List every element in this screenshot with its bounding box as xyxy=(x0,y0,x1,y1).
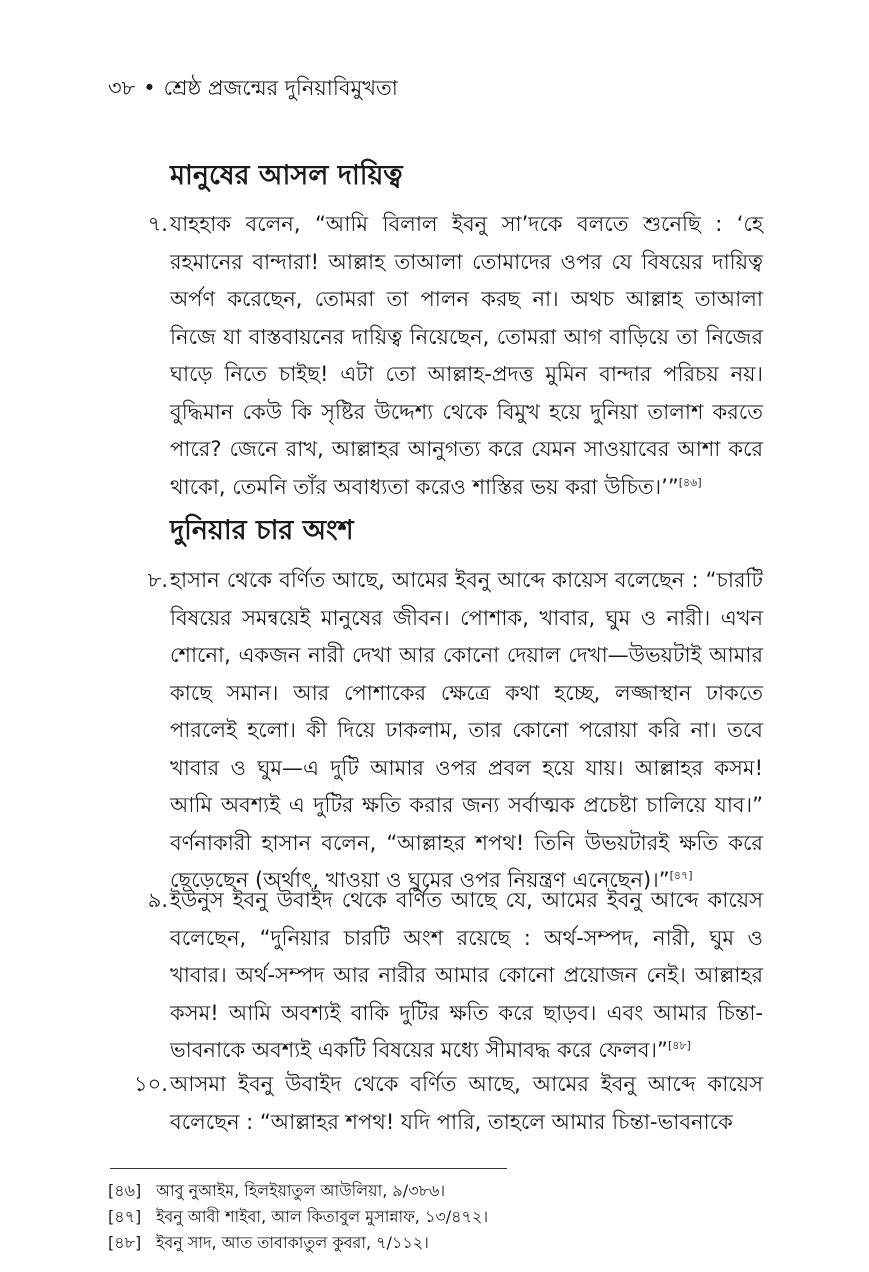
footnote-text: ইবনু আবী শাইবা, আল কিতাবুল মুসান্নাফ, ১৩/৪৭২। xyxy=(156,1207,489,1226)
footnote-mark: [৪৭] xyxy=(108,1207,142,1226)
hadith-7 xyxy=(118,206,763,506)
hadith-number: ৮. xyxy=(147,568,168,592)
footnote-separator xyxy=(110,1168,507,1169)
footnotes xyxy=(108,1178,488,1256)
header-bullet: • xyxy=(143,76,156,100)
hadith-text: যাহহাক বলেন, “আমি বিলাল ইবনু সা’দকে বলতে শুনেছি : ‘হে রহমানের বান্দারা! আল্লাহ তাআলা তোমাদের ওপর যে বিষয়ের দায়িত্ব অর্পণ করেছেন, তোমরা তা পালন করছ না। অথচ আল্লাহ তাআলা নিজে যা বাস্তবায়নের দায়িত্ব নিয়েছেন, তোমরা আগ বাড়িয়ে তা নিজের ঘাড়ে নিতে চাইছ! এটা তো আল্লাহ-প্রদত্ত মুমিন বান্দার পরিচয় নয়। বুদ্ধিমান কেউ কি সৃষ্টির উদ্দেশ্য থেকে বিমুখ হয়ে দুনিয়া তালাশ করতে পারে? জেনে রাখ, আল্লাহর আনুগত্য করে যেমন সাওয়াবের আশা করে থাকো, তেমনি তাঁর অবাধ্যতা করেও শাস্তির ভয় করা উচিত।’” xyxy=(170,212,763,499)
book-title: শ্রেষ্ঠ প্রজন্মের দুনিয়াবিমুখতা xyxy=(163,76,398,100)
hadith-text: আসমা ইবনু উবাইদ থেকে বর্ণিত আছে, আমের ইবনু আব্দে কায়েস বলেছেন : “আল্লাহর শপথ! যদি পারি, তাহলে আমার চিন্তা-ভাবনাকে xyxy=(170,1072,763,1134)
hadith-number: ১০. xyxy=(134,1072,168,1096)
section-heading-2: দুনিয়ার চার অংশ xyxy=(170,515,354,546)
footnote-text: আবু নুআইম, হিলইয়াতুল আউলিয়া, ৯/৩৮৬। xyxy=(156,1181,446,1200)
footnote-ref: [৪৬] xyxy=(678,475,702,489)
page-number: ৩৮ xyxy=(108,76,136,100)
hadith-9 xyxy=(118,882,763,1070)
hadith-text: হাসান থেকে বর্ণিত আছে, আমের ইবনু আব্দে কায়েস বলেছেন : “চারটি বিষয়ের সমন্বয়েই মানুষের জীবন। পোশাক, খাবার, ঘুম ও নারী। এখন শোনো, একজন নারী দেখা আর কোনো দেয়াল দেখা—উভয়টাই আমার কাছে সমান। আর পোশাকের ক্ষেত্রে কথা হচ্ছে, লজ্জাস্থান ঢাকতে পারলেই হলো। কী দিয়ে ঢাকলাম, তার কোনো পরোয়া করি না। তবে খাবার ও ঘুম—এ দুটি আমার ওপর প্রবল হয়ে যায়। আল্লাহর কসম! আমি অবশ্যই এ দুটির ক্ষতি করার জন্য সর্বাত্মক প্রচেষ্টা চালিয়ে যাব।” বর্ণনাকারী হাসান বলেন, “আল্লাহর শপথ! তিনি উভয়টারই ক্ষতি করে ছেড়েছেন (অর্থাৎ, খাওয়া ও ঘুমের ওপর নিয়ন্ত্রণ এনেছেন)।” xyxy=(170,568,763,892)
hadith-number: ৭. xyxy=(147,212,168,236)
hadith-10 xyxy=(118,1066,763,1141)
footnote-ref: [৪৭] xyxy=(669,869,693,882)
footnote-mark: [৪৬] xyxy=(108,1181,142,1200)
hadith-8 xyxy=(118,562,763,900)
footnote-mark: [৪৮] xyxy=(108,1233,142,1252)
footnote-47 xyxy=(108,1204,488,1230)
footnote-text: ইবনু সাদ, আত তাবাকাতুল কুবরা, ৭/১১২। xyxy=(156,1233,429,1252)
footnote-46 xyxy=(108,1178,488,1204)
running-header xyxy=(108,74,398,102)
hadith-number: ৯. xyxy=(147,888,168,912)
footnote-48 xyxy=(108,1230,488,1256)
footnote-ref: [৪৮] xyxy=(667,1039,691,1052)
section-heading-1: মানুষের আসল দায়িত্ব xyxy=(170,160,403,191)
hadith-text: ইউনুস ইবনু উবাইদ থেকে বর্ণিত আছে যে, আমের ইবনু আব্দে কায়েস বলেছেন, “দুনিয়ার চারটি অংশ রয়েছে : অর্থ-সম্পদ, নারী, ঘুম ও খাবার। অর্থ-সম্পদ আর নারীর আমার কোনো প্রয়োজন নেই। আল্লাহর কসম! আমি অবশ্যই বাকি দুটির ক্ষতি করে ছাড়ব। এবং আমার চিন্তা-ভাবনাকে অবশ্যই একটি বিষয়ের মধ্যে সীমাবদ্ধ করে ফেলব।” xyxy=(170,888,763,1062)
